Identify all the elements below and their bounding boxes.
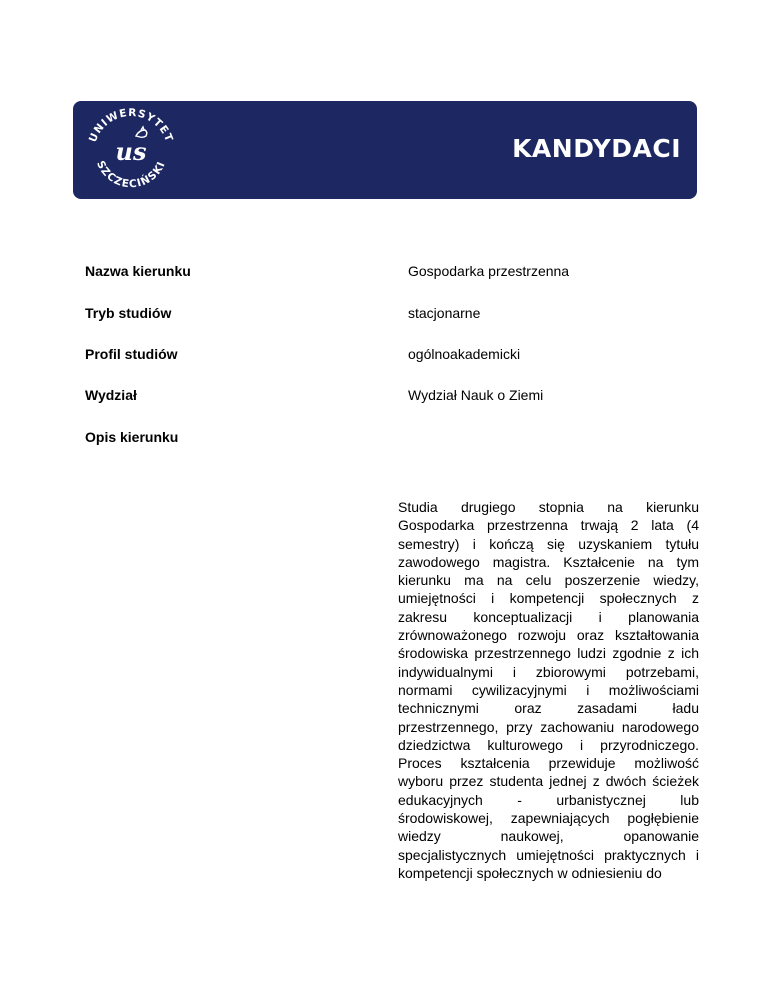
field-value: Wydział Nauk o Ziemi	[408, 387, 544, 403]
field-label: Profil studiów	[85, 346, 178, 362]
logo-text-top: UNIWERSYTET	[86, 106, 176, 145]
logo-monogram: us	[115, 137, 147, 166]
logo-text-bottom: SZCZECIŃSKI	[94, 159, 168, 191]
griffin-icon	[136, 127, 147, 137]
field-label: Wydział	[85, 387, 137, 403]
field-row-profil-studiow	[85, 344, 697, 364]
kandydaci-banner	[73, 101, 697, 199]
field-label: Nazwa kierunku	[85, 263, 191, 279]
program-description: Studia drugiego stopnia na kierunku Gospodarka przestrzenna trwają 2 lata (4 semestry) i kończą się uzyskaniem tytułu zawodowego magistra. Kształcenie na tym kierunku ma na celu poszerzenie wiedzy, umiejętności i kompetencji społecznych z zakresu konceptualizacji i planowania zrównoważonego rozwoju oraz kształtowania środowiska przestrzennego ludzi zgodnie z ich indywidualnymi i zbiorowymi potrzebami, normami cywilizacyjnymi i możliwościami technicznymi oraz zasadami ładu przestrzennego, przy zachowaniu narodowego dziedzictwa kulturowego i przyrodniczego. Proces kształcenia przewiduje możliwość wyboru przez studenta jednej z dwóch ścieżek edukacyjnych - urbanistycznej lub środowiskowej, zapewniających pogłębienie wiedzy naukowej, opanowanie specjalistycznych umiejętności praktycznych i kompetencji społecznych w odniesieniu do	[398, 499, 699, 881]
field-label: Opis kierunku	[85, 429, 179, 445]
field-row-nazwa-kierunku	[85, 261, 697, 281]
field-value: stacjonarne	[408, 305, 481, 321]
university-logo	[83, 103, 179, 197]
field-row-opis-kierunku	[85, 427, 697, 447]
field-value: Gospodarka przestrzenna	[408, 263, 570, 279]
field-label: Tryb studiów	[85, 305, 172, 321]
banner-title: KANDYDACI	[512, 134, 681, 163]
field-row-tryb-studiow	[85, 303, 697, 323]
field-value: ogólnoakademicki	[408, 346, 521, 362]
field-row-wydzial	[85, 385, 697, 405]
